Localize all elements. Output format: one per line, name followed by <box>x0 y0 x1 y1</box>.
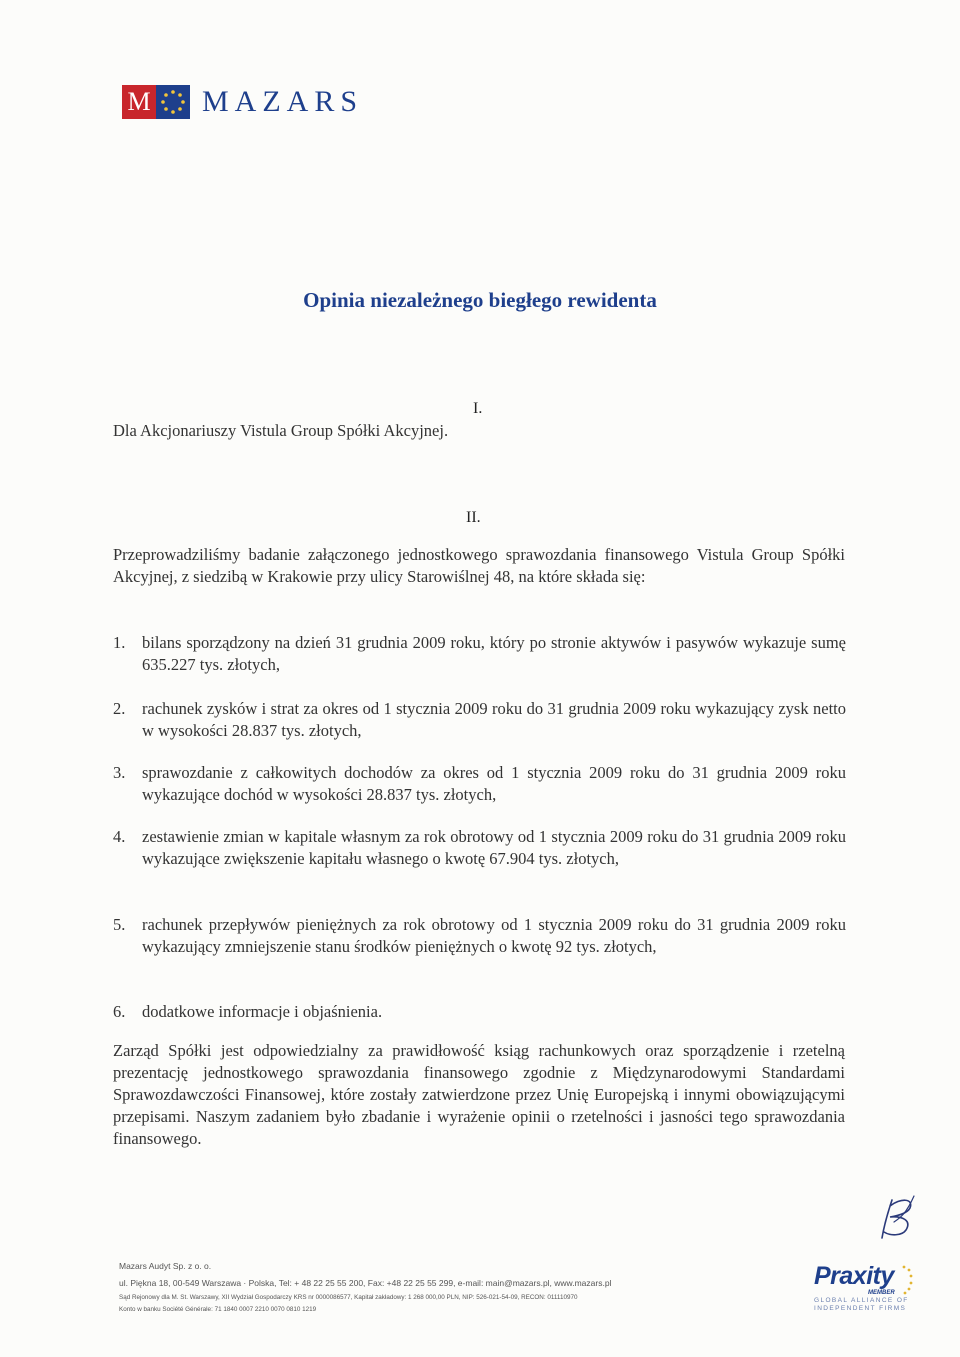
list-item-text: rachunek zysków i strat za okres od 1 stycznia 2009 roku do 31 grudnia 2009 roku wykazujący zysk netto w wysokości 28.837 tys. złotych, <box>142 699 846 740</box>
document-title: Opinia niezależnego biegłego rewidenta <box>303 288 657 312</box>
list-item-text: rachunek przepływów pieniężnych za rok obrotowy od 1 stycznia 2009 roku do 31 grudnia 2009 roku wykazujący zmniejszenie stanu środków pieniężnych o kwotę 92 tys. złotych, <box>142 915 846 956</box>
footer-registry: Sąd Rejonowy dla M. St. Warszawy, XII Wydział Gospodarczy KRS nr 0000086577, Kapitał zakładowy: 1 268 000,00 PLN, NIP: 526-021-54-09, RECON: 011110970 <box>119 1294 578 1301</box>
list-item-text: bilans sporządzony na dzień 31 grudnia 2009 roku, który po stronie aktywów i pasywów wykazuje sumę 635.227 tys. złotych, <box>142 633 846 674</box>
responsibility-paragraph: Zarząd Spółki jest odpowiedzialny za prawidłowość ksiąg rachunkowych oraz sporządzenie i rzetelną prezentację jednostkowego sprawozdania finansowego zgodnie z Międzynarodowymi Standardami Sprawozdawczości Finansowej, które zostały zatwierdzone przez Unię Europejską i innymi obowiązującymi przepisami. Naszym zadaniem było zbadanie i wyrażenie opinii o rzetelności i jasności tego sprawozdania finansowego. <box>113 1041 845 1148</box>
list-item-number: 6. <box>113 1002 126 1021</box>
footer-bank: Konto w banku Société Générale: 71 1840 0007 2210 0070 0810 1219 <box>119 1306 317 1313</box>
list-item-number: 5. <box>113 915 126 934</box>
intro-paragraph: Przeprowadziliśmy badanie załączonego jednostkowego sprawozdania finansowego Vistula Group Spółki Akcyjnej, z siedzibą w Krakowie przy ulicy Starowiślnej 48, na które składa się: <box>113 545 845 586</box>
list-item-text: zestawienie zmian w kapitale własnym za rok obrotowy od 1 stycznia 2009 roku do 31 grudnia 2009 roku wykazujące zwiększenie kapitału własnego o kwotę 67.904 tys. złotych, <box>142 827 846 868</box>
list-item-number: 4. <box>113 827 126 846</box>
praxity-tagline-line2: INDEPENDENT FIRMS <box>814 1305 907 1312</box>
list-item-number: 3. <box>113 763 126 782</box>
logo-letter: M <box>122 85 156 119</box>
logo-stars-icon <box>156 85 190 119</box>
footer-address: ul. Piękna 18, 00-549 Warszawa · Polska, Tel: + 48 22 25 55 200, Fax: +48 22 25 55 299, e-mail: main@mazars.pl, www.mazars.pl <box>119 1278 612 1288</box>
section-number-2: II. <box>466 509 481 526</box>
praxity-logo <box>814 1262 910 1312</box>
section-number-1: I. <box>473 400 483 417</box>
praxity-tagline-line1: GLOBAL ALLIANCE OF <box>814 1297 909 1304</box>
logo-wordmark: MAZARS <box>202 85 364 118</box>
praxity-member: MEMBER <box>868 1290 895 1296</box>
mazars-logo <box>122 84 363 120</box>
praxity-dots-icon <box>900 1264 914 1300</box>
list-item-text: dodatkowe informacje i objaśnienia. <box>142 1002 383 1021</box>
footer-company: Mazars Audyt Sp. z o. o. <box>119 1261 212 1271</box>
addressee: Dla Akcjonariuszy Vistula Group Spółki Akcyjnej. <box>113 421 449 440</box>
list-item-number: 2. <box>113 699 126 718</box>
signature-initials <box>870 1192 922 1249</box>
praxity-tagline <box>814 1297 909 1313</box>
list-item-number: 1. <box>113 633 126 652</box>
praxity-name: Praxity <box>814 1262 894 1290</box>
list-item-text: sprawozdanie z całkowitych dochodów za okres od 1 stycznia 2009 roku do 31 grudnia 2009 roku wykazujące dochód w wysokości 28.837 tys. złotych, <box>142 763 846 804</box>
